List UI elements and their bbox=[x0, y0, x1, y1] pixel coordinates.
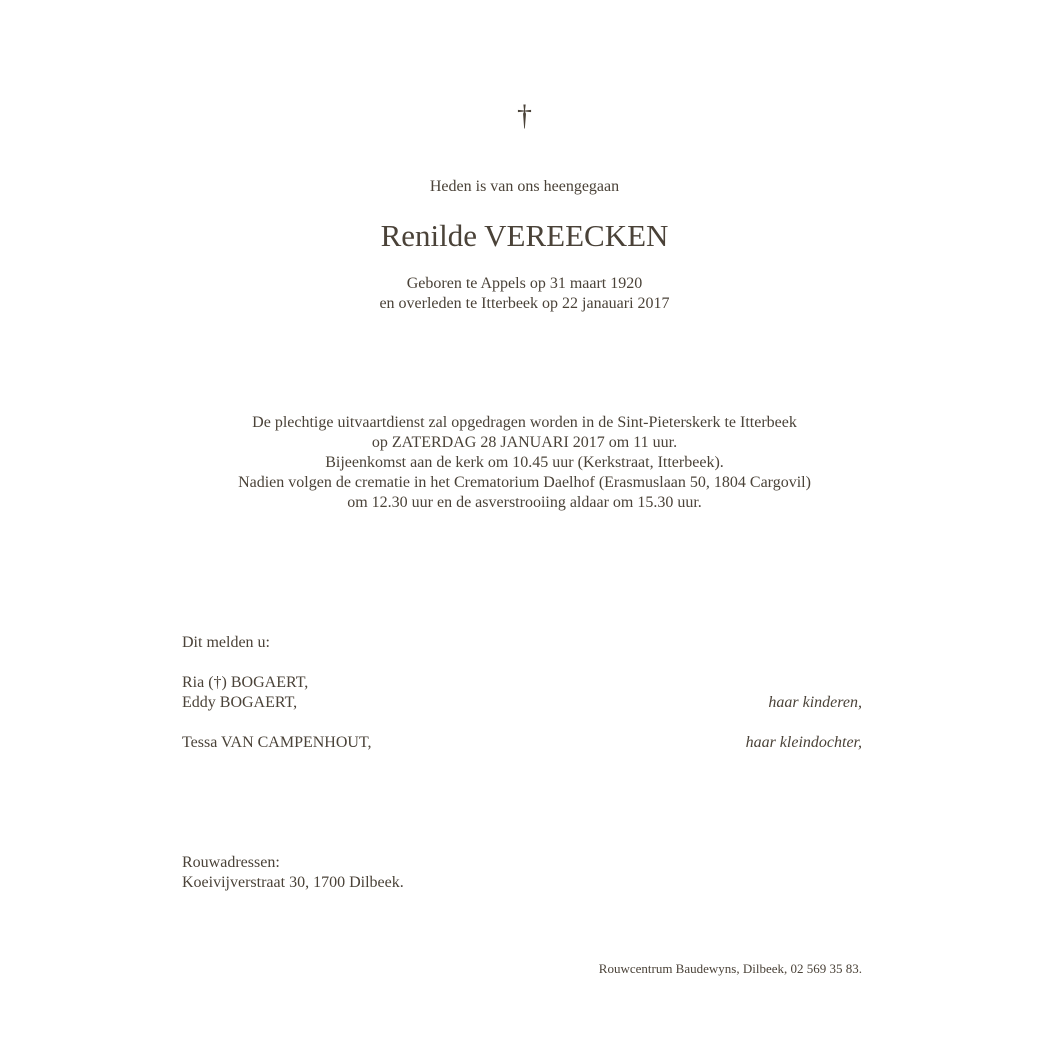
child-name: Eddy BOGAERT, bbox=[182, 694, 298, 711]
life-dates bbox=[0, 274, 1049, 314]
intro-text: Heden is van ons heengegaan bbox=[429, 178, 620, 195]
condolence-address: Koeivijverstraat 30, 1700 Dilbeek. bbox=[182, 874, 404, 891]
funeral-service-details bbox=[0, 413, 1049, 513]
family-row bbox=[182, 733, 862, 753]
service-line: Nadien volgen de crematie in het Crematorium Daelhof (Erasmuslaan 50, 1804 Cargovil) bbox=[238, 474, 811, 491]
born-line: Geboren te Appels op 31 maart 1920 bbox=[406, 275, 643, 292]
announce-label: Dit melden u: bbox=[182, 634, 270, 651]
cross-icon: † bbox=[517, 99, 532, 132]
funeral-home-footer: Rouwcentrum Baudewyns, Dilbeek, 02 569 35 83. bbox=[598, 961, 862, 976]
relation-label: haar kinderen, bbox=[768, 694, 862, 711]
service-line: om 12.30 uur en de asverstrooiing aldaar om 15.30 uur. bbox=[347, 494, 702, 511]
died-line: en overleden te Itterbeek op 22 janauari 2017 bbox=[379, 295, 670, 312]
grandchild-name: Tessa VAN CAMPENHOUT, bbox=[182, 734, 372, 751]
service-line: De plechtige uitvaartdienst zal opgedragen worden in de Sint-Pieterskerk te Itterbeek bbox=[252, 414, 797, 431]
child-name: Ria (†) BOGAERT, bbox=[182, 674, 309, 691]
children-block bbox=[182, 673, 862, 713]
condolence-label: Rouwadressen: bbox=[182, 854, 280, 871]
family-row bbox=[182, 673, 862, 693]
condolence-address-block bbox=[182, 853, 862, 893]
service-line: Bijeenkomst aan de kerk om 10.45 uur (Kerkstraat, Itterbeek). bbox=[325, 454, 724, 471]
relation-label: haar kleindochter, bbox=[745, 734, 862, 751]
family-row bbox=[182, 693, 862, 713]
service-line: op ZATERDAG 28 JANUARI 2017 om 11 uur. bbox=[371, 434, 678, 451]
grandchild-block bbox=[182, 733, 862, 753]
deceased-name: Renilde VEREECKEN bbox=[380, 218, 669, 253]
